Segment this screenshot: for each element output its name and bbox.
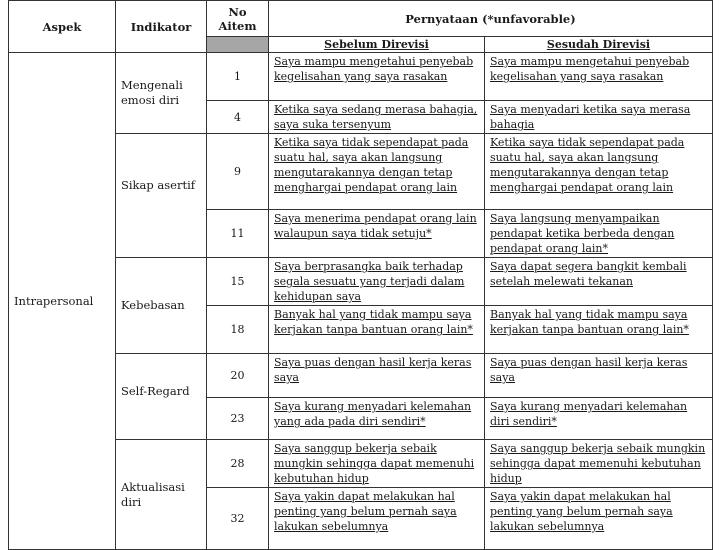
statement-before: Saya kurang menyadari kelemahan yang ada pada diri sendiri* — [269, 398, 485, 440]
statement-before: Saya berprasangka baik terhadap segala sesuatu yang terjadi dalam kehidupan saya — [269, 258, 485, 306]
item-number: 23 — [207, 398, 269, 440]
table-row — [9, 53, 713, 101]
statement-after: Saya menyadari ketika saya merasa bahagia — [485, 101, 713, 134]
statement-before: Saya mampu mengetahui penyebab kegelisahan yang saya rasakan — [269, 53, 485, 101]
header-sebelum: Sebelum Direvisi — [269, 37, 485, 53]
item-number: 4 — [207, 101, 269, 134]
item-number: 28 — [207, 440, 269, 488]
indikator-asertif: Sikap asertif — [116, 134, 207, 258]
header-row — [9, 1, 713, 37]
statement-before: Ketika saya tidak sependapat pada suatu hal, saya akan langsung mengutarakannya dengan tetap menghargai pendapat orang lain — [269, 134, 485, 210]
statement-after: Ketika saya tidak sependapat pada suatu hal, saya akan langsung mengutarakannya dengan tetap menghargai pendapat orang lain — [485, 134, 713, 210]
item-number: 32 — [207, 488, 269, 550]
statement-before: Banyak hal yang tidak mampu saya kerjakan tanpa bantuan orang lain* — [269, 306, 485, 354]
header-aspek: Aspek — [9, 1, 116, 53]
item-number: 15 — [207, 258, 269, 306]
statement-before: Saya puas dengan hasil kerja keras saya — [269, 354, 485, 398]
document-page — [8, 0, 712, 540]
statement-before: Saya sanggup bekerja sebaik mungkin sehingga dapat memenuhi kebutuhan hidup — [269, 440, 485, 488]
header-no-aitem: No Aitem — [207, 1, 269, 37]
indikator-kebebasan: Kebebasan — [116, 258, 207, 354]
aspek-cell: Intrapersonal — [9, 53, 116, 550]
header-sesudah: Sesudah Direvisi — [485, 37, 713, 53]
item-number: 11 — [207, 210, 269, 258]
indikator-aktualisasi: Aktualisasi diri — [116, 440, 207, 550]
revision-table — [8, 0, 713, 550]
statement-before: Saya yakin dapat melakukan hal penting yang belum pernah saya lakukan sebelumnya — [269, 488, 485, 550]
statement-after: Saya langsung menyampaikan pendapat ketika berbeda dengan pendapat orang lain* — [485, 210, 713, 258]
item-number: 18 — [207, 306, 269, 354]
statement-before: Ketika saya sedang merasa bahagia, saya suka tersenyum — [269, 101, 485, 134]
header-indikator: Indikator — [116, 1, 207, 53]
gray-cell — [207, 37, 269, 53]
statement-after: Saya kurang menyadari kelemahan diri sendiri* — [485, 398, 713, 440]
statement-after: Saya mampu mengetahui penyebab kegelisahan yang saya rasakan — [485, 53, 713, 101]
statement-after: Saya sanggup bekerja sebaik mungkin sehingga dapat memenuhi kebutuhan hidup — [485, 440, 713, 488]
statement-before: Saya menerima pendapat orang lain walaupun saya tidak setuju* — [269, 210, 485, 258]
header-pernyataan: Pernyataan (*unfavorable) — [269, 1, 713, 37]
indikator-mengenali: Mengenali emosi diri — [116, 53, 207, 134]
indikator-self-regard: Self-Regard — [116, 354, 207, 440]
statement-after: Saya puas dengan hasil kerja keras saya — [485, 354, 713, 398]
item-number: 9 — [207, 134, 269, 210]
item-number: 20 — [207, 354, 269, 398]
statement-after: Saya dapat segera bangkit kembali setelah melewati tekanan — [485, 258, 713, 306]
item-number: 1 — [207, 53, 269, 101]
statement-after: Banyak hal yang tidak mampu saya kerjakan tanpa bantuan orang lain* — [485, 306, 713, 354]
statement-after: Saya yakin dapat melakukan hal penting yang belum pernah saya lakukan sebelumnya — [485, 488, 713, 550]
